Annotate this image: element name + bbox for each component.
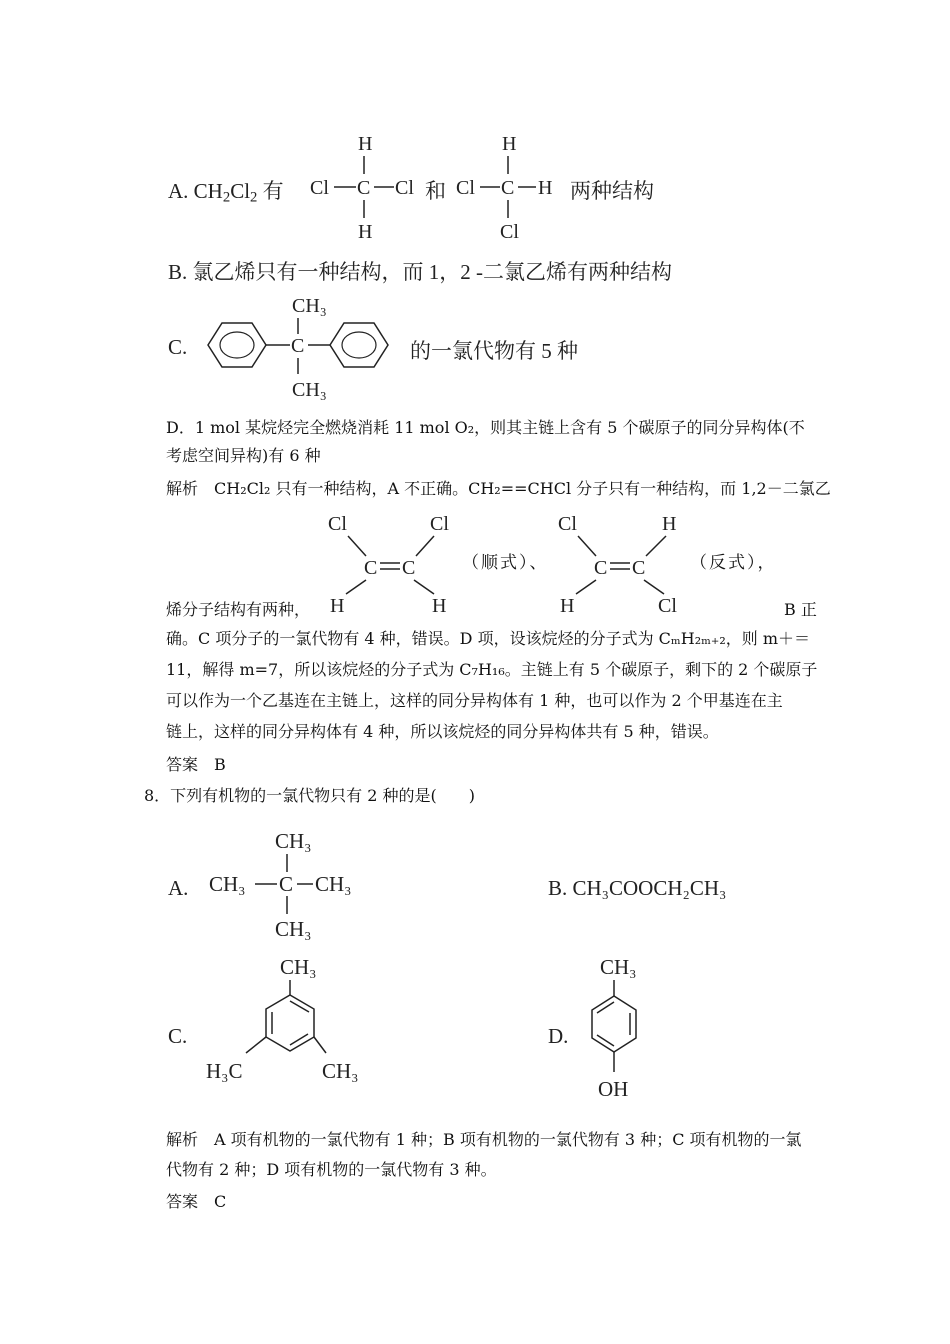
q7-analysis-line2-suffix: B 正 <box>784 600 817 619</box>
q7-analysis-line1: 解析 CH₂Cl₂ 只有一种结构，A 不正确。CH₂==CHCl 分子只有一种结构，而 1,2－二氯乙 <box>166 479 831 498</box>
q7-analysis-line5: 可以作为一个乙基连在主链上，这样的同分异构体有 1 种，也可以作为 2 个甲基连在主 <box>166 691 783 710</box>
methyl-top: CH₃ <box>280 955 317 979</box>
q8-option-c-label: C. <box>168 1024 188 1048</box>
hydroxyl: OH <box>598 1077 629 1101</box>
q7-a-structure-1 <box>300 130 430 245</box>
atom-h-top: H <box>502 133 517 155</box>
q7-c-suffix: 的一氯代物有 5 种 <box>410 339 578 363</box>
atom-c1: C <box>594 557 608 579</box>
atom-cl-right: Cl <box>395 177 414 199</box>
atom-cl-tl: Cl <box>328 513 347 535</box>
q8-d-p-cresol <box>580 950 700 1120</box>
atom-c2: C <box>402 557 416 579</box>
methyl-left: H₃C <box>206 1059 243 1083</box>
q8-option-a-label: A. <box>168 876 189 900</box>
atom-cl-left: Cl <box>456 177 475 199</box>
q7-a-structure-2 <box>448 130 578 245</box>
methyl-bottom: CH₃ <box>292 379 327 401</box>
atom-cl-left: Cl <box>310 177 329 199</box>
methyl-top: CH₃ <box>275 829 312 853</box>
atom-cl-tl: Cl <box>558 513 577 535</box>
benzene-ring-right <box>330 323 388 367</box>
connector-text: 有 <box>262 179 284 203</box>
methyl-right: CH₃ <box>315 872 352 896</box>
atom-c1: C <box>364 557 378 579</box>
trans-label: （反式）， <box>690 553 777 573</box>
q8-option-b: B. CH₃COOCH₂CH₃ <box>548 876 727 900</box>
benzene-ring <box>266 995 314 1051</box>
atom-c2: C <box>632 557 646 579</box>
q8-analysis-line1: 解析 A 项有机物的一氯代物有 1 种；B 项有机物的一氯代物有 3 种；C 项有机物的一氯 <box>166 1130 802 1149</box>
cis-label: （顺式）、 <box>462 553 549 573</box>
methyl-left: CH₃ <box>209 872 246 896</box>
methyl-bottom: CH₃ <box>275 917 312 941</box>
q7-option-b: B. 氯乙烯只有一种结构，而 1，2 -二氯乙烯有两种结构 <box>168 260 672 284</box>
formula-subscript: 2 <box>250 189 258 206</box>
trans-dichloroethene <box>552 510 697 615</box>
atom-c-center: C <box>501 177 515 199</box>
atom-h-br: H <box>432 595 447 617</box>
benzene-ring-left <box>208 323 266 367</box>
formula-part: CH <box>193 179 223 203</box>
q7-option-d-line1: D．1 mol 某烷烃完全燃烧消耗 11 mol O₂，则其主链上含有 5 个碳原子的同分异构体(不 <box>166 418 805 437</box>
q7-a-suffix: 两种结构 <box>570 179 654 203</box>
central-carbon: C <box>279 872 294 896</box>
atom-cl-tr: Cl <box>430 513 449 535</box>
q7-a-and: 和 <box>425 179 446 203</box>
q7-c-structure <box>200 288 410 403</box>
q8-a-neopentane <box>205 826 365 946</box>
cis-dichloroethene <box>322 510 467 615</box>
atom-h-bl: H <box>330 595 345 617</box>
option-letter: A. <box>168 179 189 203</box>
atom-h-right: H <box>538 177 553 199</box>
q7-analysis-line2-prefix: 烯分子结构有两种， <box>166 600 311 619</box>
q7-analysis-line3: 确。C 项分子的一氯代物有 4 种，错误。D 项，设该烷烃的分子式为 CₘH₂ₘ₊₂，则 m＋＝ <box>166 629 811 648</box>
methyl-right: CH₃ <box>322 1059 359 1083</box>
q8-answer: 答案 C <box>166 1192 227 1211</box>
atom-h-bl: H <box>560 595 575 617</box>
central-carbon: C <box>291 335 305 357</box>
formula-subscript: 2 <box>222 189 231 206</box>
atom-h-top: H <box>358 133 373 155</box>
q8-stem: 8．下列有机物的一氯代物只有 2 种的是( ) <box>144 786 476 805</box>
q7-analysis-line4: 11，解得 m=7，所以该烷烃的分子式为 C₇H₁₆。主链上有 5 个碳原子，剩下的 2 个碳原子 <box>166 660 818 679</box>
q7-analysis-line6: 链上，这样的同分异构体有 4 种，所以该烷烃的同分异构体共有 5 种，错误。 <box>166 722 719 741</box>
methyl-top: CH₃ <box>292 295 327 317</box>
q8-analysis-line2: 代物有 2 种；D 项有机物的一氯代物有 3 种。 <box>166 1160 497 1179</box>
methyl-top: CH₃ <box>600 955 637 979</box>
atom-cl-br: Cl <box>658 595 677 617</box>
q7-option-a-label <box>168 175 284 207</box>
q8-option-d-label: D. <box>548 1024 569 1048</box>
atom-c-center: C <box>357 177 371 199</box>
atom-cl-bottom: Cl <box>500 221 519 243</box>
atom-h-tr: H <box>662 513 677 535</box>
q8-c-mesitylene <box>200 950 380 1095</box>
formula-part: Cl <box>230 179 251 203</box>
q7-option-d-line2: 考虑空间异构)有 6 种 <box>166 446 321 465</box>
q7-option-c-label: C. <box>168 335 188 359</box>
atom-h-bottom: H <box>358 221 373 243</box>
q7-answer: 答案 B <box>166 755 226 774</box>
